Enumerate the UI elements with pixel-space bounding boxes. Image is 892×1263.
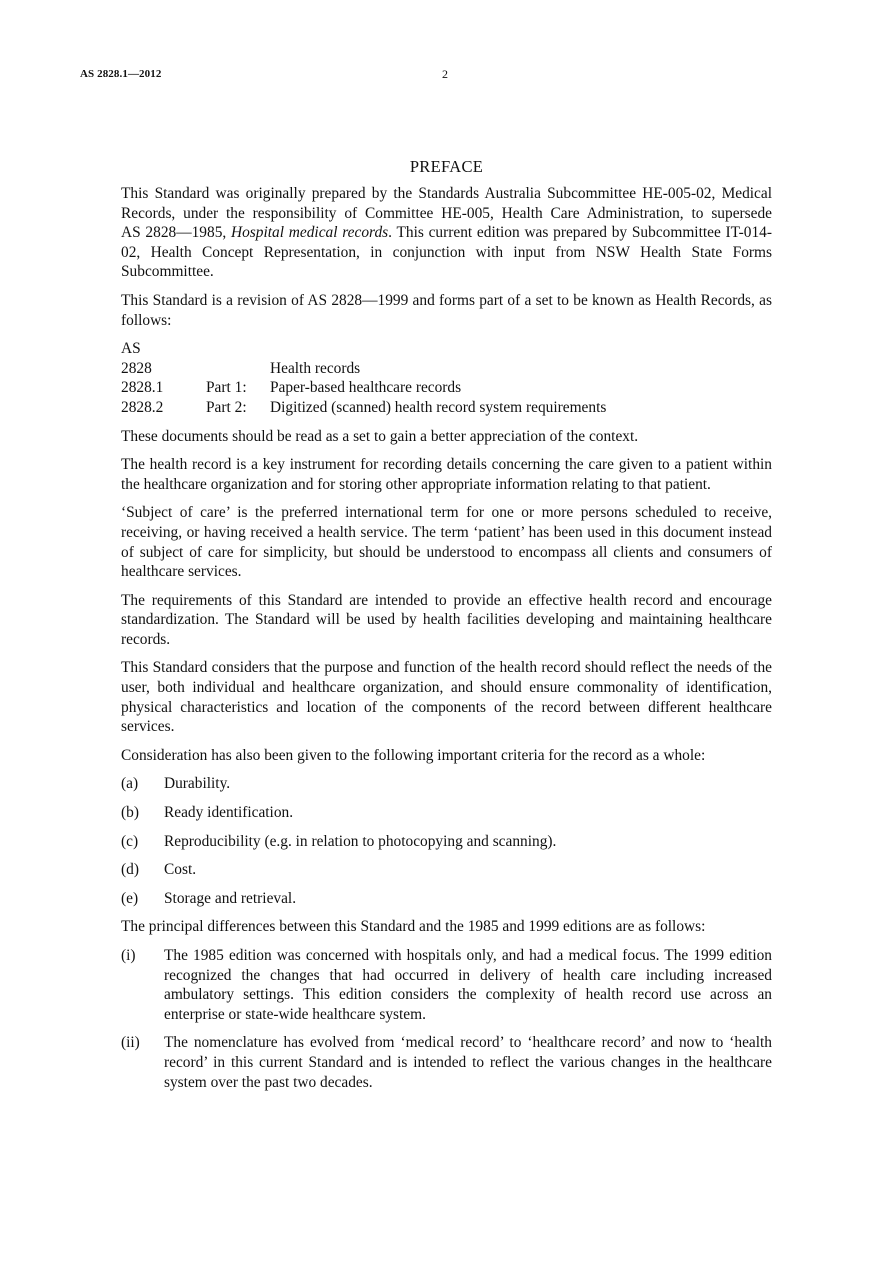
series-part <box>206 359 270 379</box>
series-part: Part 2: <box>206 398 247 416</box>
paragraph-requirements: The requirements of this Standard are intended to provide an effective health record and encourage standardization. The Standard will be used by health facilities developing and maintaining healthcare records. <box>121 591 772 648</box>
series-row <box>121 359 772 379</box>
criteria-item <box>121 803 772 823</box>
difference-item <box>121 946 772 1024</box>
criteria-label: (c) <box>121 832 139 850</box>
series-title: Digitized (scanned) health record system requirements <box>270 398 607 416</box>
series-row <box>121 398 772 418</box>
criteria-item <box>121 889 772 909</box>
paragraph-criteria-intro: Consideration has also been given to the following important criteria for the record as a whole: <box>121 746 706 764</box>
criteria-label: (e) <box>121 889 139 907</box>
superseded-standard-title: Hospital medical records <box>231 224 389 242</box>
criteria-label: (b) <box>121 804 139 822</box>
series-list <box>121 339 772 417</box>
series-row <box>121 378 772 398</box>
difference-text: The 1985 edition was concerned with hospitals only, and had a medical focus. The 1999 edition recognized the changes that had occurred in delivery of health care including increased ambulatory settings. This edition considers the complexity of health record use across an enterprise or state-wide healthcare system. <box>164 947 772 1023</box>
page-body <box>121 157 772 1101</box>
series-number: 2828.2 <box>121 398 164 416</box>
paragraph-differences-intro: The principal differences between this Standard and the 1985 and 1999 editions are as follows: <box>121 918 706 936</box>
series-part: Part 1: <box>206 379 247 397</box>
paragraph-read-as-set: These documents should be read as a set to gain a better appreciation of the context. <box>121 427 639 445</box>
criteria-item <box>121 774 772 794</box>
criteria-label: (d) <box>121 861 139 879</box>
page-number: 2 <box>442 67 448 81</box>
paragraph-history-end: . This current edition was prepared by Subcommittee IT-014-02, Health Concept Representation, in conjunction with input from NSW Health State Forms Subcommittee. <box>121 224 772 281</box>
criteria-text: Reproducibility (e.g. in relation to photocopying and scanning). <box>164 832 557 850</box>
difference-label: (i) <box>121 947 136 964</box>
difference-text: The nomenclature has evolved from ‘medical record’ to ‘healthcare record’ and now to ‘health record’ in this current Standard and is intended to reflect the various changes in the healthcare system over the past two decades. <box>164 1034 772 1091</box>
series-number: 2828 <box>121 359 152 377</box>
criteria-item <box>121 832 772 852</box>
section-title: PREFACE <box>409 157 484 176</box>
criteria-text: Durability. <box>164 775 231 793</box>
difference-label: (ii) <box>121 1034 140 1052</box>
paragraph-history <box>121 184 772 282</box>
paragraph-history-start: This Standard was originally prepared by the Standards Australia Subcommittee HE-005-02, Medical Records, under the responsibility of Committee HE-005, Health Care Administration, to supersede AS 2828—1985, <box>121 185 772 242</box>
paragraph-health-record: The health record is a key instrument for recording details concerning the care given to a patient within the healthcare organization and for storing other appropriate information relating to that patient. <box>121 456 772 493</box>
series-title: Paper-based healthcare records <box>270 379 462 397</box>
paragraph-purpose: This Standard considers that the purpose and function of the health record should reflect the needs of the user, both individual and healthcare organization, and should ensure commonality of identification, physical characteristics and location of the components of the record between different healthcare services. <box>121 659 772 736</box>
series-list-heading: AS <box>121 340 141 358</box>
paragraph-revision: This Standard is a revision of AS 2828—1999 and forms part of a set to be known as Health Records, as follows: <box>121 291 772 329</box>
document-code: AS 2828.1—2012 <box>80 68 162 80</box>
difference-item <box>121 1033 772 1092</box>
series-number: 2828.1 <box>121 379 164 397</box>
paragraph-subject-of-care: ‘Subject of care’ is the preferred international term for one or more persons scheduled to receive, receiving, or having received a health service. The term ‘patient’ has been used in this document instead of subject of care for simplicity, but should be understood to encompass all clients and consumers of healthcare services. <box>121 504 772 581</box>
criteria-text: Ready identification. <box>164 804 294 822</box>
criteria-item <box>121 860 772 880</box>
criteria-label: (a) <box>121 775 139 793</box>
criteria-text: Storage and retrieval. <box>164 889 297 907</box>
series-title: Health records <box>270 359 361 377</box>
criteria-text: Cost. <box>164 861 197 879</box>
